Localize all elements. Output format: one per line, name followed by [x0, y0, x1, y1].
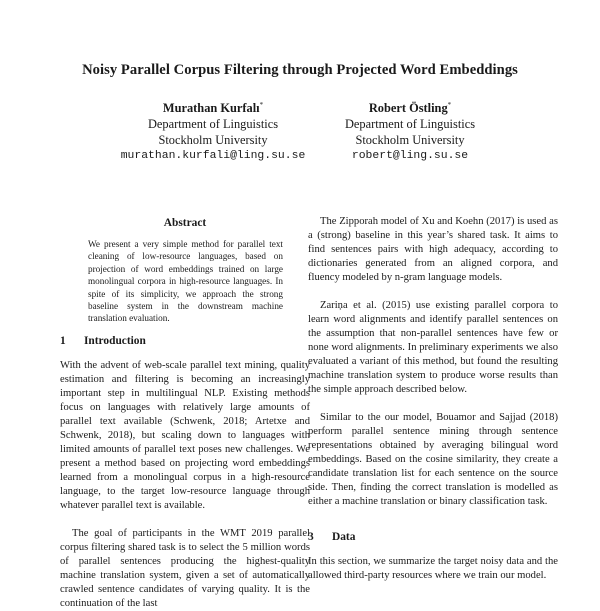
abstract-heading: Abstract: [163, 217, 207, 229]
author-department: Department of Linguistics: [344, 117, 476, 132]
author-affiliation: Stockholm University: [158, 133, 268, 148]
related-paragraph-zarina: Zariņa et al. (2015) use existing parallel corpora to learn word alignments and identify parallel sentences on the assumption that non-parallel sentences have few or none word alignments. In preliminary experiments we also evaluated a variant of this method, but found the resulting machine translation system to produce worse results than the simple approach described below.: [308, 300, 558, 395]
section-heading-introduction: 1 Introduction: [60, 335, 146, 347]
paper-title: Noisy Parallel Corpus Filtering through Projected Word Embeddings: [82, 62, 518, 78]
author-name: Robert Östling*: [368, 101, 452, 116]
abstract-text: We present a very simple method for parallel text cleaning of low-resource languages, based on projection of word embeddings trained on large monolingual corpora in high-resource languages. In spite of its simplicity, we approach the strong baseline system in the downstream machine translation evaluation.: [88, 239, 283, 324]
intro-paragraph-1: With the advent of web-scale parallel text mining, quality estimation and filtering is becoming an increasingly important step in multilingual NLP. Existing methods focus on languages with relatively large amounts of parallel text available (Schwenk, 2018; Artetxe and Schwenk, 2018), but scaling down to languages with limited amounts of parallel text poses new challenges. We present a method based on projecting word embeddings learned from a monolingual corpus in a high-resource language, to the target low-resource language through whatever parallel text is available.: [60, 360, 310, 511]
section-heading-data: 3 Data: [308, 531, 356, 543]
author-department: Department of Linguistics: [147, 117, 279, 132]
data-paragraph-1: In this section, we summarize the target noisy data and the allowed third-party resources where we train our model.: [308, 556, 558, 581]
author-affiliation: Stockholm University: [355, 133, 465, 148]
related-paragraph-zipporah: The Zipporah model of Xu and Koehn (2017) is used as a (strong) baseline in this year’s shared task. It aims to find sentences pairs with high adequacy, according to dictionaries generated from an aligned corpora, and fluency modeled by n-gram language models.: [308, 216, 558, 283]
author-block: [285, 97, 535, 164]
related-paragraph-bouamor: Similar to the our model, Bouamor and Sajjad (2018) perform parallel sentence mining through sentence representations obtained by averaging bilingual word embeddings. Based on the cosine similarity, they create a candidate translation list for each sentence on the source side. Then, finding the correct translation is modelled as either a machine translation or binary classification task.: [308, 412, 558, 507]
intro-paragraph-2: The goal of participants in the WMT 2019 parallel corpus filtering shared task is to select the 5 million words of parallel sentences producing the highest-quality machine translation system, given a set of automatically crawled sentence candidates of varying quality. It is the continuation of the last: [60, 528, 310, 609]
author-email: robert@ling.su.se: [351, 150, 469, 163]
author-name: Murathan Kurfalı*: [162, 101, 264, 116]
author-email: murathan.kurfali@ling.su.se: [120, 150, 306, 163]
